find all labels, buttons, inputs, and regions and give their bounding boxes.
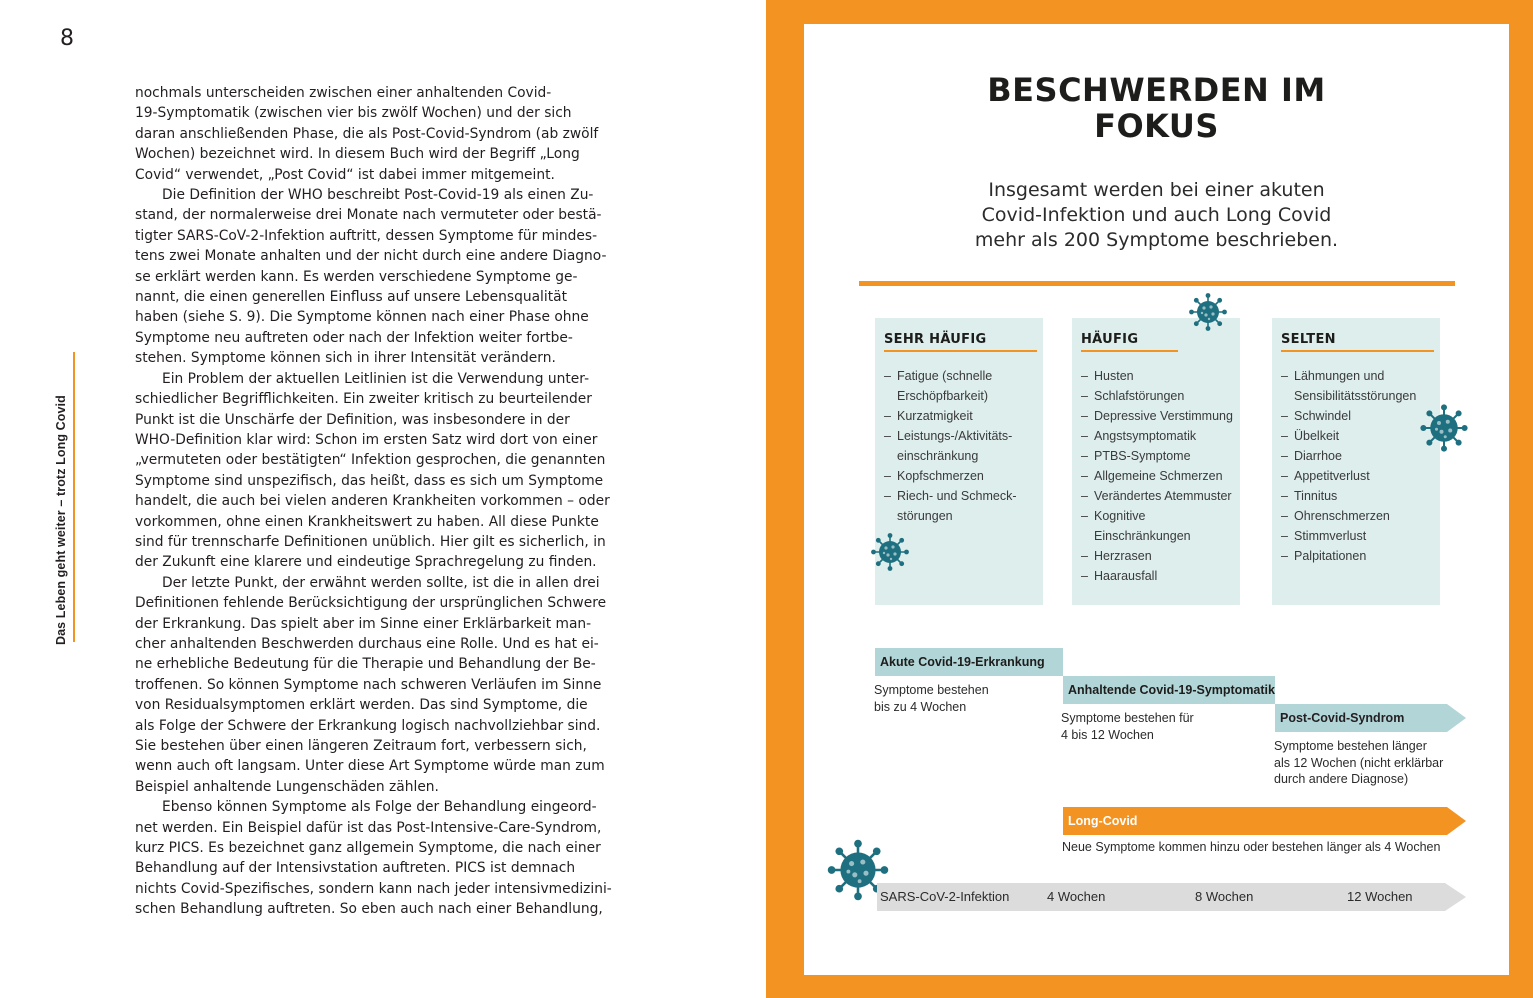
symptom-item: – Kognitive (1081, 506, 1233, 526)
body-text-line: als Folge der Schwere der Erkrankung logisch nachvollziehbar sind. (135, 717, 601, 734)
symptom-item: – Husten (1081, 366, 1233, 386)
symptom-item: störungen (897, 509, 953, 523)
column-heading-underline (1081, 350, 1178, 352)
body-text-line: Definitionen fehlende Berücksichtigung der ursprünglichen Schwere (135, 595, 607, 612)
body-text-line: Sie bestehen über einen längeren Zeitraum fort, verbessern sich, (135, 738, 587, 754)
body-text-line: sind für trennscharfe Definitionen unüblich. Hier gilt es sicherlich, in (135, 533, 606, 550)
body-text-line: der Zukunft eine klarere und eindeutige Sprachregelung zu finden. (135, 554, 597, 571)
body-text-line: Beispiel anhaltende Lungenschäden zählen. (135, 778, 439, 795)
body-text-line: stehen. Symptome können sich in ihrer Intensität verändern. (135, 350, 556, 367)
body-text-line: tens zwei Monate anhalten und der nicht durch eine andere Diagno- (135, 248, 607, 265)
infobox-title-line: FOKUS (1094, 107, 1219, 145)
body-text-line: Symptome sind unspezifisch, das heißt, dass es sich um Symptome (135, 472, 604, 489)
running-head-rule (73, 352, 75, 642)
phase-bar-ongoing: Anhaltende Covid-19-Symptomatik (1063, 676, 1275, 704)
symptom-item: – Diarrhoe (1281, 446, 1416, 466)
virus-icon (1419, 403, 1469, 453)
symptom-item: – Leistungs-/Aktivitäts- (884, 426, 1017, 446)
virus-icon (870, 532, 910, 572)
body-text-line: wenn auch oft langsam. Unter diese Art Symptome würde man zum (135, 758, 605, 775)
running-head: Das Leben geht weiter – trotz Long Covid (54, 395, 68, 645)
body-text-line: Der letzte Punkt, der erwähnt werden sollte, ist die in allen drei (162, 574, 600, 591)
body-text-line: kurz PICS. Es bezeichnet ganz allgemein Symptome, die nach einer (135, 840, 601, 857)
phase-note-ongoing (1061, 710, 1194, 743)
symptom-item: – Übelkeit (1281, 426, 1416, 446)
body-text-line: nochmals unterscheiden zwischen einer anhaltenden Covid- (135, 85, 552, 101)
body-text-line: Symptome neu auftreten oder nach der Infektion weiter fortbe- (135, 329, 573, 346)
infobox-divider (859, 281, 1455, 286)
column-heading: HÄUFIG (1081, 332, 1139, 347)
body-text (135, 83, 630, 920)
infobox-subtitle-line: Covid-Infektion und auch Long Covid (981, 204, 1332, 226)
infobox-subtitle (804, 178, 1509, 253)
column-heading: SEHR HÄUFIG (884, 332, 987, 347)
symptom-item: Einschränkungen (1094, 529, 1191, 543)
long-covid-note (1062, 839, 1440, 856)
body-text-line: 19-Symptomatik (zwischen vier bis zwölf Wochen) und der sich (135, 105, 572, 122)
body-text-line: der Erkrankung. Das spielt aber im Sinne einer Erklärbarkeit man- (135, 615, 592, 632)
body-text-line: nichts Covid-Spezifisches, sondern kann nach jeder intensivmedizini- (135, 880, 612, 897)
symptom-item: – Riech- und Schmeck- (884, 486, 1017, 506)
phase-note-line: Symptome bestehen länger (1274, 739, 1427, 753)
phase-note-line: Symptome bestehen für (1061, 711, 1194, 725)
symptom-item: – Kopfschmerzen (884, 466, 1017, 486)
body-text-line: nannt, die einen generellen Einfluss auf unsere Lebensqualität (135, 289, 567, 306)
timeline-label: 12 Wochen (1347, 889, 1413, 904)
body-text-line: Ebenso können Symptome als Folge der Behandlung eingeord- (162, 799, 597, 816)
symptom-item: – Herzrasen (1081, 546, 1233, 566)
symptom-item: – Stimmverlust (1281, 526, 1416, 546)
phase-bar-post-covid: Post-Covid-Syndrom (1280, 711, 1405, 725)
phase-note-line: durch andere Diagnose) (1274, 772, 1409, 786)
symptom-item: – Tinnitus (1281, 486, 1416, 506)
long-covid-note-line: Neue Symptome kommen hinzu oder bestehen länger als 4 Wochen (1062, 840, 1441, 854)
column-heading-underline (884, 350, 1037, 352)
body-text-line: cher anhaltenden Beschwerden durchaus eine Rolle. Und es hat ei- (135, 635, 599, 652)
body-text-line: haben (siehe S. 9). Die Symptome können nach einer Phase ohne (135, 309, 589, 326)
column-haeufig (1072, 318, 1240, 605)
body-text-line: „vermuteten oder bestätigten“ Infektion gesprochen, die genannten (135, 452, 606, 469)
symptom-item: einschränkung (897, 449, 979, 463)
symptom-item: Sensibilitätsstörungen (1294, 389, 1417, 403)
infobox-title-line: BESCHWERDEN IM (987, 71, 1326, 109)
phase-note-acute (874, 682, 989, 715)
body-text-line: Ein Problem der aktuellen Leitlinien ist die Verwendung unter- (162, 370, 590, 387)
symptom-item: – Depressive Verstimmung (1081, 406, 1233, 426)
phase-bar-acute: Akute Covid-19-Erkrankung (875, 648, 1063, 676)
body-text-line: von Residualsymptomen erklärt werden. Das sind Symptome, die (135, 697, 588, 714)
body-text-line: Punkt ist die Unschärfe der Definition, was insbesondere in der (135, 411, 570, 428)
body-text-line: Die Definition der WHO beschreibt Post-Covid-19 als einen Zu- (162, 187, 594, 204)
body-text-line: daran anschließenden Phase, die als Post-Covid-Syndrom (ab zwölf (135, 125, 599, 142)
body-text-line: stand, der normalerweise drei Monate nach vermuteter oder bestä- (135, 207, 602, 224)
symptom-item: – Ohrenschmerzen (1281, 506, 1416, 526)
symptom-list (1081, 366, 1233, 586)
symptom-list (1281, 366, 1416, 566)
body-text-line: vorkommen, ohne einen Krankheitswert zu haben. All diese Punkte (135, 513, 599, 530)
symptom-item: – Fatigue (schnelle (884, 366, 1017, 386)
body-text-line: schen Behandlung auftreten. So eben auch nach einer Behandlung, (135, 901, 603, 918)
symptom-item: – Kurzatmigkeit (884, 406, 1017, 426)
timeline-label: SARS-CoV-2-Infektion (880, 889, 1010, 904)
symptom-item: – Haarausfall (1081, 566, 1233, 586)
body-text-line: handelt, die auch bei vielen anderen Krankheiten vorkommen – oder (135, 493, 610, 510)
column-heading: SELTEN (1281, 332, 1336, 347)
phase-note-line: bis zu 4 Wochen (874, 699, 967, 714)
phase-note-line: als 12 Wochen (nicht erklärbar (1274, 755, 1444, 770)
symptom-list (884, 366, 1017, 526)
symptom-item: – Schwindel (1281, 406, 1416, 426)
timeline-label: 4 Wochen (1047, 889, 1106, 904)
body-text-line: net werden. Ein Beispiel dafür ist das Post-Intensive-Care-Syndrom, (135, 819, 602, 836)
timeline-label: 8 Wochen (1195, 889, 1254, 904)
symptom-item: – Angstsymptomatik (1081, 426, 1233, 446)
infobox-title (804, 72, 1509, 144)
infobox-subtitle-line: Insgesamt werden bei einer akuten (988, 179, 1325, 201)
long-covid-label: Long-Covid (1068, 814, 1138, 828)
symptom-item: – Schlafstörungen (1081, 386, 1233, 406)
body-text-line: WHO-Definition klar wird: Schon im ersten Satz wird dort von einer (135, 431, 598, 448)
body-text-line: troffenen. So können Symptome nach schweren Verläufen im Sinne (135, 676, 602, 693)
body-text-line: se erklärt werden kann. Es werden verschiedene Symptome ge- (135, 268, 578, 285)
symptom-item: – Palpitationen (1281, 546, 1416, 566)
symptom-item: – Lähmungen und (1281, 366, 1416, 386)
body-text-line: ne erhebliche Bedeutung für die Therapie und Behandlung der Be- (135, 656, 596, 673)
phase-note-line: Symptome bestehen (874, 683, 989, 697)
infobox-subtitle-line: mehr als 200 Symptome beschrieben. (974, 229, 1339, 251)
virus-icon (1188, 292, 1228, 332)
body-text-line: tigter SARS-CoV-2-Infektion auftritt, dessen Symptome für mindes- (135, 227, 598, 244)
page-number: 8 (60, 26, 74, 51)
body-text-line: Behandlung auf der Intensivstation auftreten. PICS ist demnach (135, 860, 576, 877)
symptom-item: – PTBS-Symptome (1081, 446, 1233, 466)
symptom-item: – Appetitverlust (1281, 466, 1416, 486)
column-selten (1272, 318, 1440, 605)
body-text-line: Wochen) bezeichnet wird. In diesem Buch wird der Begriff „Long (135, 146, 580, 163)
phase-note-post-covid (1274, 738, 1443, 788)
body-text-line: schiedlicher Begrifflichkeiten. Ein zweiter kritisch zu beurteilender (135, 391, 592, 408)
symptom-item: – Allgemeine Schmerzen (1081, 466, 1233, 486)
symptom-item: Erschöpfbarkeit) (897, 389, 989, 403)
symptom-item: – Verändertes Atemmuster (1081, 486, 1233, 506)
column-heading-underline (1281, 350, 1434, 352)
body-text-line: Covid“ verwendet, „Post Covid“ ist dabei immer mitgemeint. (135, 166, 555, 183)
phase-note-line: 4 bis 12 Wochen (1061, 727, 1154, 742)
